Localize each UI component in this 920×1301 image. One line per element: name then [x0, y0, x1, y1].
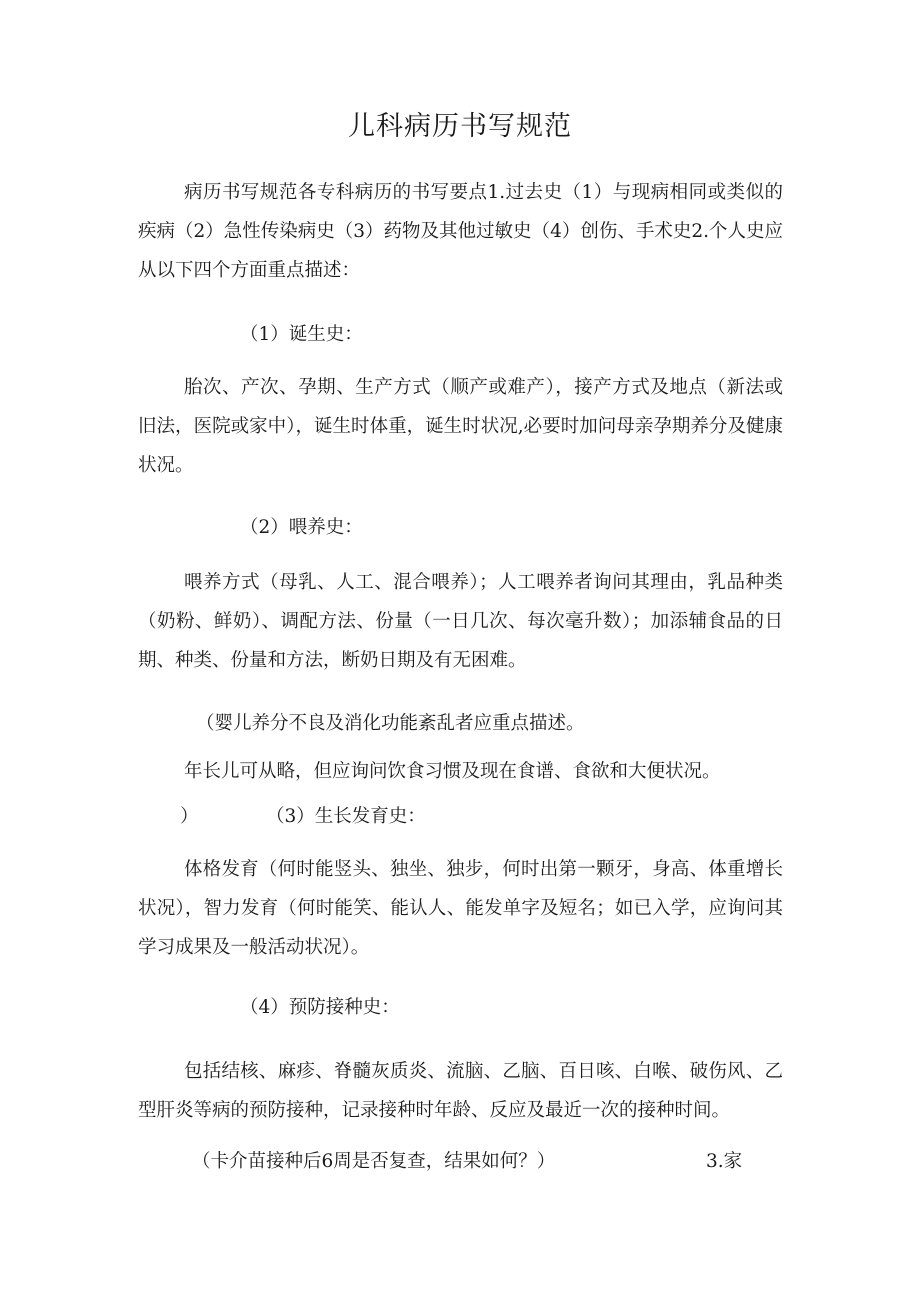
birth-history-text: 胎次、产次、孕期、生产方式（顺产或难产），接产方式及地点（新法或旧法，医院或家中），诞生时体重，诞生时状况,必要时加问母亲孕期养分及健康状况。	[138, 377, 783, 476]
older-child-note: 年长儿可从略，但应询问饮食习惯及现在食谱、食欲和大便状况。	[184, 761, 721, 782]
feeding-history-heading: （2）喂养史：	[240, 517, 363, 538]
birth-history-heading: （1）诞生史：	[240, 324, 363, 345]
intro-paragraph: 病历书写规范各专科病历的书写要点1.过去史（1）与现病相同或类似的疾病（2）急性传染病史（3）药物及其他过敏史（4）创伤、手术史2.个人史应从以下四个方面重点描述：	[138, 182, 783, 281]
growth-history-heading: （3）生长发育史：	[266, 806, 426, 827]
section-3-start: 3.家	[706, 1151, 743, 1172]
feeding-note: （婴儿养分不良及消化功能紊乱者应重点描述。	[196, 713, 585, 734]
stray-closing-paren: ）	[180, 806, 199, 827]
vaccination-history-text: 包括结核、麻疹、脊髓灰质炎、流脑、乙脑、百日咳、白喉、破伤风、乙型肝炎等病的预防接种，记录接种时年龄、反应及最近一次的接种时间。	[138, 1061, 783, 1121]
feeding-history-text: 喂养方式（母乳、人工、混合喂养）；人工喂养者询问其理由，乳品种类（奶粉、鲜奶）、调配方法、份量（一日几次、每次毫升数）；加添辅食品的日期、种类、份量和方法，断奶日期及有无困难。	[138, 572, 783, 671]
bcg-followup-note: （卡介苗接种后6周是否复查，结果如何？）	[192, 1151, 556, 1172]
vaccination-history-heading: （4）预防接种史：	[240, 997, 400, 1018]
growth-history-text: 体格发育（何时能竖头、独坐、独步，何时出第一颗牙，身高、体重增长状况），智力发育（何时能笑、能认人、能发单字及短名；如已入学，应询问其学习成果及一般活动状况）。	[138, 859, 783, 958]
page-title: 儿科病历书写规范	[348, 111, 572, 142]
